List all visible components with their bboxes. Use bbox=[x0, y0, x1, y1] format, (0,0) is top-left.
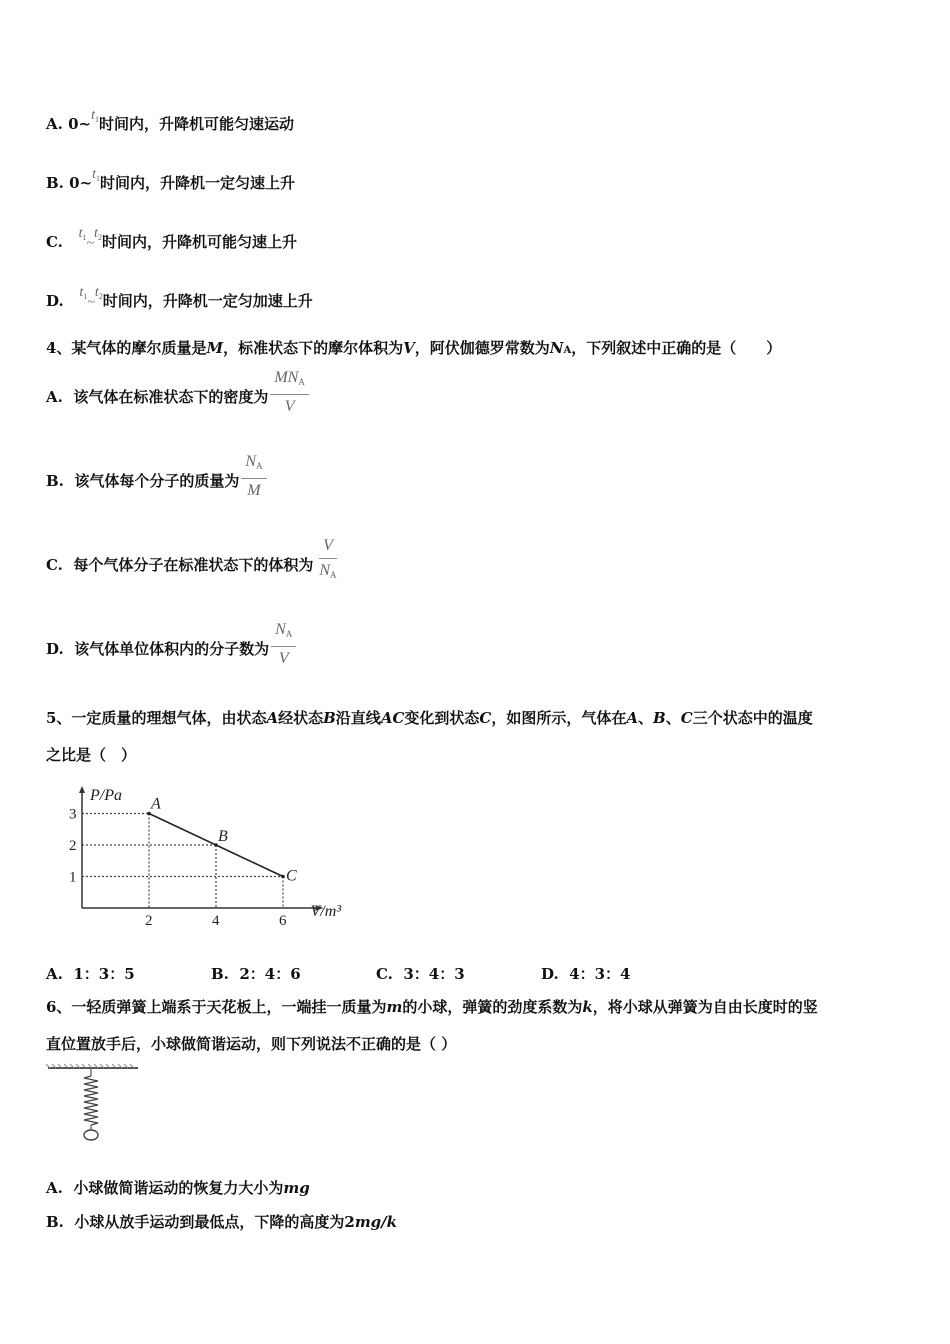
q3-option-c bbox=[46, 226, 297, 258]
q4-stem: 4、某气体的摩尔质量是M，标准状态下的摩尔体积为V，阿伏伽德罗常数为NA，下列叙述中正确的是（ ） bbox=[46, 339, 782, 357]
t1-symbol: $t_1$ bbox=[79, 285, 88, 301]
q3-option-d bbox=[46, 285, 313, 317]
pv-chart bbox=[62, 780, 342, 930]
q6-option-a: A. 小球做简谐运动的恢复力大小为mg bbox=[46, 1179, 310, 1197]
fraction: $\frac{N_A}{V}$ bbox=[271, 621, 296, 668]
q5-stem-line1: 5、一定质量的理想气体，由状态A经状态B沿直线AC变化到状态C，如图所示，气体在A、B、C三个状态中的温度 bbox=[46, 709, 813, 727]
option-letter: D. bbox=[46, 640, 64, 658]
option-letter: A. bbox=[46, 115, 63, 133]
option-text: 每个气体分子在标准状态下的体积为 bbox=[73, 556, 314, 574]
point-label-A: A bbox=[151, 795, 161, 813]
option-prefix: 0~ bbox=[69, 174, 93, 192]
q4-option-c bbox=[46, 536, 341, 590]
option-letter: A. bbox=[46, 388, 63, 406]
option-text: 时间内，升降机一定匀速上升 bbox=[100, 174, 296, 192]
spring-figure bbox=[44, 1064, 144, 1146]
x-tick-label: 2 bbox=[145, 913, 153, 929]
option-letter: B. bbox=[46, 472, 64, 490]
t1-symbol: $t_1$ bbox=[78, 226, 87, 242]
y-axis-label: P/Pa bbox=[90, 787, 122, 804]
fraction: $\frac{V}{N_A}$ bbox=[319, 536, 337, 580]
option-text: 该气体每个分子的质量为 bbox=[74, 472, 240, 490]
q3-option-a bbox=[46, 108, 295, 140]
t2-symbol: $t_2$ bbox=[94, 226, 102, 242]
option-text: 时间内，升降机可能匀速运动 bbox=[99, 115, 295, 133]
x-tick-label: 4 bbox=[212, 913, 220, 929]
fraction: $\frac{MN_A}{V}$ bbox=[270, 369, 309, 416]
option-letter: B. bbox=[46, 174, 64, 192]
q3-option-b bbox=[46, 167, 296, 199]
q5-option-b: B. 2：4：6 bbox=[211, 965, 301, 983]
t1-symbol: $t_1$ bbox=[91, 108, 100, 124]
t2-symbol: $t_2$ bbox=[94, 285, 103, 301]
fraction: $\frac{N_A}{M}$ bbox=[241, 453, 266, 500]
tilde: ~ bbox=[87, 295, 95, 310]
q5-option-d: D. 4：3：4 bbox=[541, 965, 631, 983]
option-letter: C. bbox=[46, 556, 63, 574]
option-letter: D. bbox=[46, 292, 64, 310]
y-tick-label: 1 bbox=[69, 869, 77, 886]
q6-stem-line2: 直位置放手后，小球做简谐运动，则下列说法不正确的是（ ） bbox=[46, 1035, 457, 1053]
q5-option-c: C. 3：4：3 bbox=[376, 965, 465, 983]
point-label-C: C bbox=[286, 867, 297, 885]
x-axis-label: V/m³ bbox=[310, 903, 342, 920]
q6-stem-line1: 6、一轻质弹簧上端系于天花板上，一端挂一质量为m的小球，弹簧的劲度系数为k，将小球从弹簧为自由长度时的竖 bbox=[46, 998, 818, 1016]
option-prefix: 0~ bbox=[68, 115, 92, 133]
q4-option-a bbox=[46, 368, 309, 422]
q4-option-d bbox=[46, 620, 296, 674]
option-text: 时间内，升降机一定匀加速上升 bbox=[102, 292, 313, 310]
q6-option-b: B. 小球从放手运动到最低点，下降的高度为2mg/k bbox=[46, 1213, 398, 1231]
y-axis-arrow bbox=[79, 786, 85, 793]
tilde: ~ bbox=[86, 236, 95, 251]
y-tick-label: 3 bbox=[69, 806, 77, 823]
option-letter: C. bbox=[46, 233, 63, 251]
data-point-C bbox=[281, 875, 285, 879]
point-label-B: B bbox=[218, 828, 228, 845]
q5-option-a: A. 1：3：5 bbox=[46, 965, 135, 983]
q5-stem-line2: 之比是（ ） bbox=[46, 746, 137, 764]
x-tick-label: 6 bbox=[279, 913, 287, 929]
ball-icon bbox=[84, 1130, 98, 1140]
option-text: 该气体单位体积内的分子数为 bbox=[74, 640, 270, 658]
y-tick-label: 2 bbox=[69, 838, 77, 854]
t1-symbol: $t_1$ bbox=[92, 167, 101, 183]
option-text: 时间内，升降机可能匀速上升 bbox=[101, 233, 297, 251]
option-text: 该气体在标准状态下的密度为 bbox=[73, 388, 269, 406]
q4-option-b bbox=[46, 452, 267, 506]
